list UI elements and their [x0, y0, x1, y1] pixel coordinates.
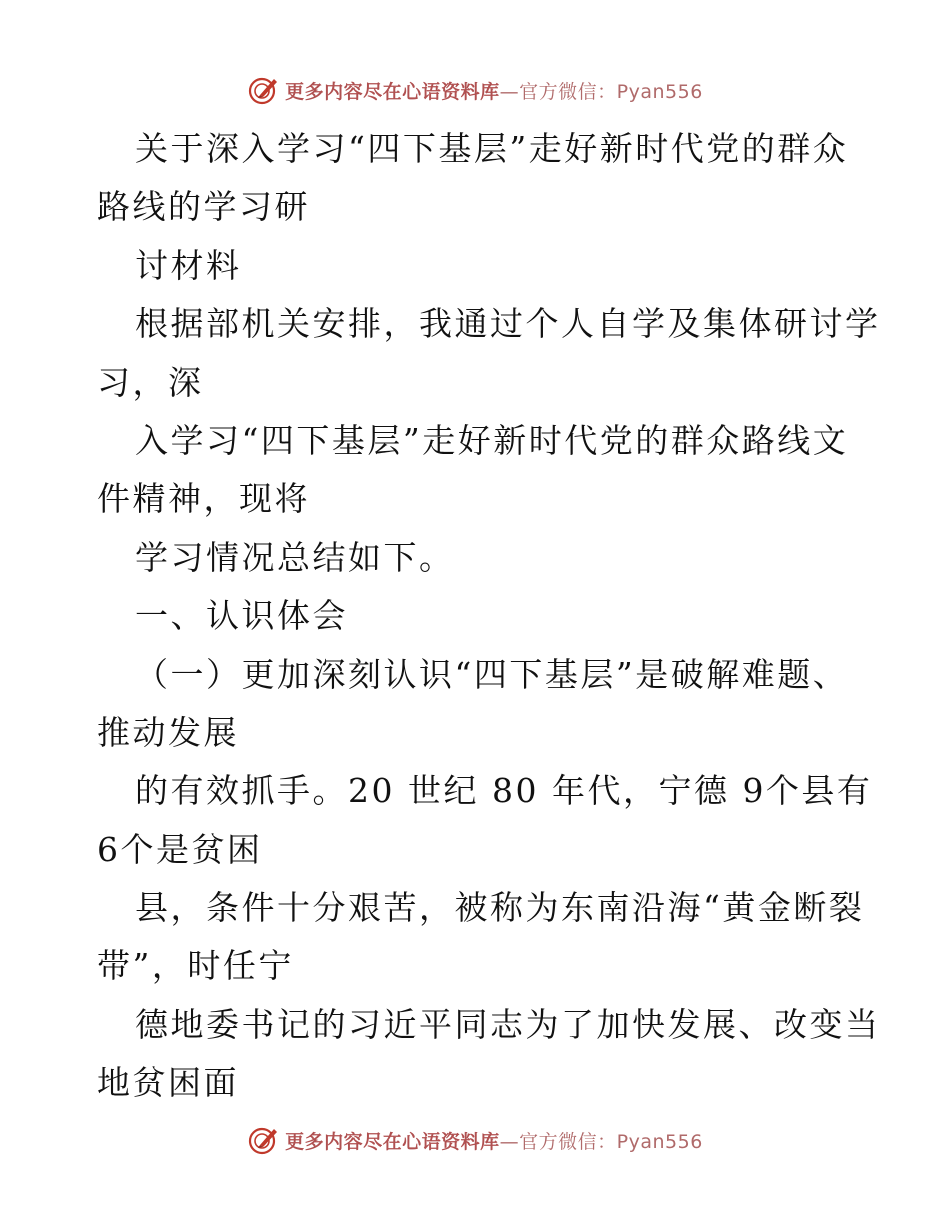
header-banner-text: 更多内容尽在心语资料库—官方微信：Pyan556	[285, 80, 703, 103]
paragraph-line: 件精神，现将	[97, 479, 310, 519]
title-line-1: 关于深入学习“四下基层”走好新时代党的群众	[135, 129, 849, 168]
paragraph-line: 6个是贫困	[97, 829, 263, 869]
paragraph-line: 县，条件十分艰苦，被称为东南沿海“黄金断裂	[135, 888, 865, 928]
paragraph-line: 入学习“四下基层”走好新时代党的群众路线文	[135, 420, 849, 460]
paragraph-line: 德地委书记的习近平同志为了加快发展、改变当	[135, 1004, 881, 1044]
paragraph-line: 学习情况总结如下。	[135, 537, 455, 577]
paragraph-line: 带”，时任宁	[97, 946, 294, 986]
document-body	[97, 120, 881, 1113]
paragraph-line: 习，深	[97, 362, 204, 402]
footer-banner	[0, 1120, 950, 1160]
pen-nib-logo-icon	[247, 1123, 281, 1157]
paragraph-line: 根据部机关安排，我通过个人自学及集体研讨学	[135, 304, 881, 344]
paragraph-line: 推动发展	[97, 712, 239, 752]
pen-nib-logo-icon	[247, 73, 281, 107]
paragraph-line: 的有效抓手。20 世纪 80 年代，宁德 9个县有	[135, 771, 873, 811]
title-line-2: 路线的学习研	[97, 187, 310, 227]
header-banner	[0, 70, 950, 110]
paragraph-line: 地贫困面	[97, 1063, 239, 1103]
title-line-3: 讨材料	[135, 245, 242, 285]
subsection-heading: （一）更加深刻认识“四下基层”是破解难题、	[135, 654, 849, 694]
section-heading: 一、认识体会	[135, 596, 348, 636]
footer-banner-text: 更多内容尽在心语资料库—官方微信：Pyan556	[285, 1130, 703, 1153]
